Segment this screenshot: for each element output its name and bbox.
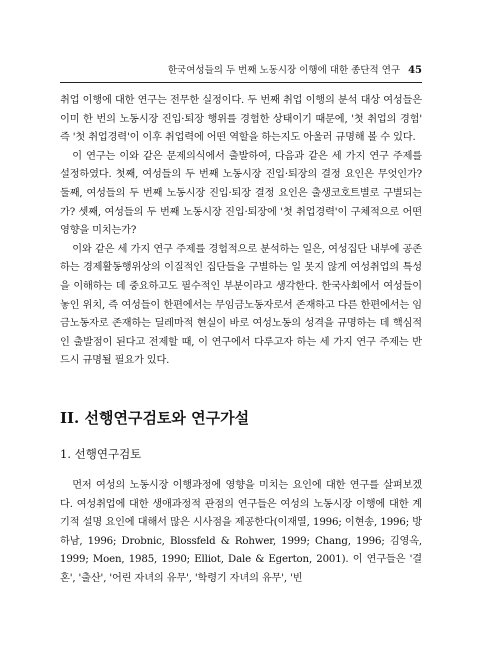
running-title: 한국여성들의 두 번째 노동시장 이행에 대한 종단적 연구 [167,65,401,76]
header-rule [60,82,422,83]
subsection-heading: 1. 선행연구검토 [60,446,142,461]
paragraph-2: 이 연구는 이와 같은 문제의식에서 출발하여, 다음과 같은 세 가지 연구 주제를 설정하였다. 첫째, 여성들의 두 번째 노동시장 진입·퇴장의 결정 요인은 무엇인가? 둘째, 여성들의 두 번째 노동시장 진입·퇴장 결정 요인은 출생코호트별로 구별되는가? 셋째, 여성들의 두 번째 노동시장 진입·퇴장에 '첫 취업경력'이 구체적으로 어떤 영향을 미치는가? [60,150,422,237]
section-heading: II. 선행연구검토와 연구가설 [60,408,250,427]
body-text [60,92,422,588]
running-header [60,62,422,78]
page-number: 45 [408,65,422,76]
paragraph-1: 취업 이행에 대한 연구는 전무한 실정이다. 두 번째 취업 이행의 분석 대상 여성들은 이미 한 번의 노동시장 진입·퇴장 행위를 경험한 상태이기 때문에, '첫 취업의 경험' 즉 '첫 취업경력'이 이후 취업력에 어떤 역할을 하는지도 아울러 규명해 볼 수 있다. [60,95,422,144]
paragraph-4: 먼저 여성의 노동시장 이행과정에 영향을 미치는 요인에 대한 연구를 살펴보겠다. 여성취업에 대한 생애과정적 관점의 연구들은 여성의 노동시장 이행에 대한 계기적 설명 요인에 대해서 많은 시사점을 제공한다(이재열, 1996; 이현송, 1996; 방하남, 1996; Drobnic, Blossfeld & Rohwer, 1999; Chang, 1996; 김영옥, 1999; Moen, 1985, 1990; Elliot, Dale & Egerton, 2001). 이 연구들은 '결혼', '출산', '어린 자녀의 유무', '학령기 자녀의 유무', '빈 [60,479,422,584]
paragraph-3: 이와 같은 세 가지 연구 주제를 경험적으로 분석하는 일은, 여성집단 내부에 공존하는 경제활동행위상의 이질적인 집단들을 구별하는 일 못지 않게 여성취업의 특성을 이해하는 데 중요하고도 필수적인 부분이라고 생각한다. 한국사회에서 여성들이 놓인 위치, 즉 여성들이 한편에서는 무임금노동자로서 존재하고 다른 한편에서는 임금노동자로 존재하는 딜레마적 현실이 바로 여성노동의 성격을 규명하는 데 핵심적인 출발점이 된다고 전제할 때, 이 연구에서 다루고자 하는 세 가지 연구 주제는 반드시 규명될 필요가 있다. [60,243,422,367]
